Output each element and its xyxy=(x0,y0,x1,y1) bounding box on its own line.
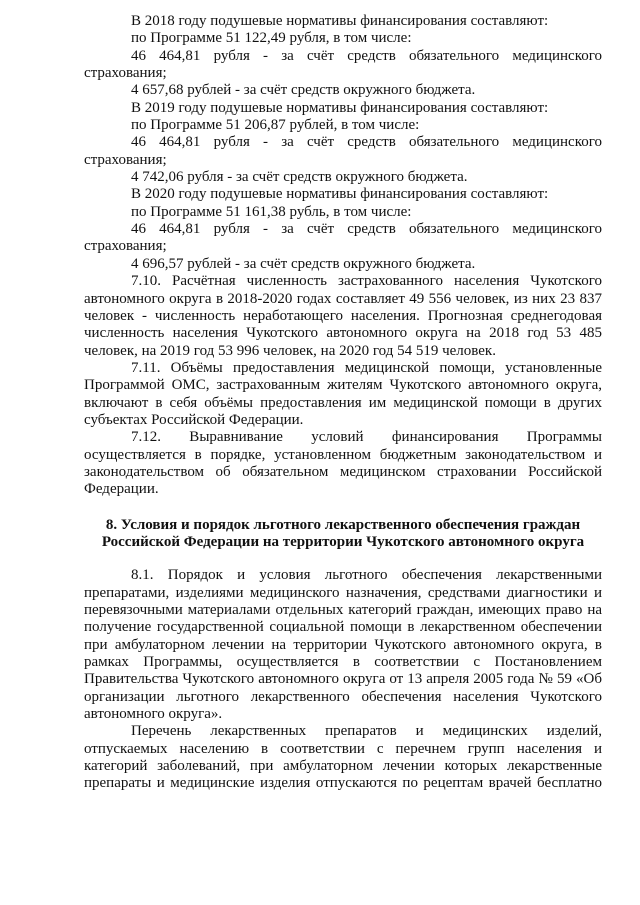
paragraph-drug-list: Перечень лекарственных препаратов и медицинских изделий, отпускаемых населению в соответствии с перечнем групп населения и категорий заболеваний, при амбулаторном лечении которых лекарственные препараты и медицинские изделия отпускаются по рецептам врачей бесплатно xyxy=(84,723,602,792)
paragraph-2018-oms-continued: страхования; xyxy=(84,65,167,82)
paragraph-7-10: 7.10. Расчётная численность застрахованного населения Чукотского автономного округа в 2018-2020 годах составляет 49 556 человек, из них 23 837 человек - численность неработающего населения. Прогнозная среднегодовая численность населения Чукотского автономного округа на 2018 год 53 485 человек, на 2019 год 53 996 человек, на 2020 год 54 519 человек. xyxy=(84,273,602,359)
paragraph-2020-budget: 4 696,57 рублей - за счёт средств окружного бюджета. xyxy=(131,255,476,272)
section-8-heading-line-1: 8. Условия и порядок льготного лекарственного обеспечения граждан xyxy=(105,516,581,533)
paragraph-2020-oms: 46 464,81 рубля - за счёт средств обязательного медицинского xyxy=(131,221,602,238)
spacer xyxy=(84,499,602,517)
paragraph-2018-oms: 46 464,81 рубля - за счёт средств обязательного медицинского xyxy=(131,47,602,64)
paragraph-2019-oms-continued: страхования; xyxy=(84,151,167,168)
paragraph-2019-budget: 4 742,06 рубля - за счёт средств окружного бюджета. xyxy=(131,169,468,186)
paragraph-2020-oms-continued: страхования; xyxy=(84,238,167,255)
paragraph-7-12: 7.12. Выравнивание условий финансирования Программы осуществляется в порядке, установленном бюджетным законодательством и законодательством об обязательном медицинском страховании Российской Федерации. xyxy=(84,429,602,498)
section-8-heading-line-2: Российской Федерации на территории Чукотского автономного округа xyxy=(101,533,585,550)
paragraph-2018-budget: 4 657,68 рублей - за счёт средств окружного бюджета. xyxy=(131,82,476,99)
paragraph-7-11: 7.11. Объёмы предоставления медицинской помощи, установленные Программой ОМС, застрахованным жителям Чукотского автономного округа, включают в себя объёмы предоставления им медицинской помощи в других субъектах Российской Федерации. xyxy=(84,359,602,428)
paragraph-2018-total: по Программе 51 122,49 рубля, в том числе: xyxy=(131,30,412,47)
paragraph-2020-intro: В 2020 году подушевые нормативы финансирования составляют: xyxy=(131,186,549,203)
paragraph-2020-total: по Программе 51 161,38 рубль, в том числе: xyxy=(131,203,412,220)
spacer xyxy=(84,551,602,567)
paragraph-8-1: 8.1. Порядок и условия льготного обеспечения лекарственными препаратами, изделиями медицинского назначения, средствами диагностики и перевязочными материалами отдельных категорий граждан, имеющих право на получение государственной социальной помощи в лекарственном обеспечении при амбулаторном лечении на территории Чукотского автономного округа, в рамках Программы, осуществляется в соответствии с Постановлением Правительства Чукотского автономного округа от 13 апреля 2005 года № 59 «Об организации льготного лекарственного обеспечения населения Чукотского автономного округа». xyxy=(84,567,602,723)
paragraph-2018-intro: В 2018 году подушевые нормативы финансирования составляют: xyxy=(131,13,549,29)
paragraph-2019-intro: В 2019 году подушевые нормативы финансирования составляют: xyxy=(131,99,549,116)
paragraph-2019-oms: 46 464,81 рубля - за счёт средств обязательного медицинского xyxy=(131,134,602,151)
paragraph-2019-total: по Программе 51 206,87 рублей, в том числе: xyxy=(131,117,420,134)
